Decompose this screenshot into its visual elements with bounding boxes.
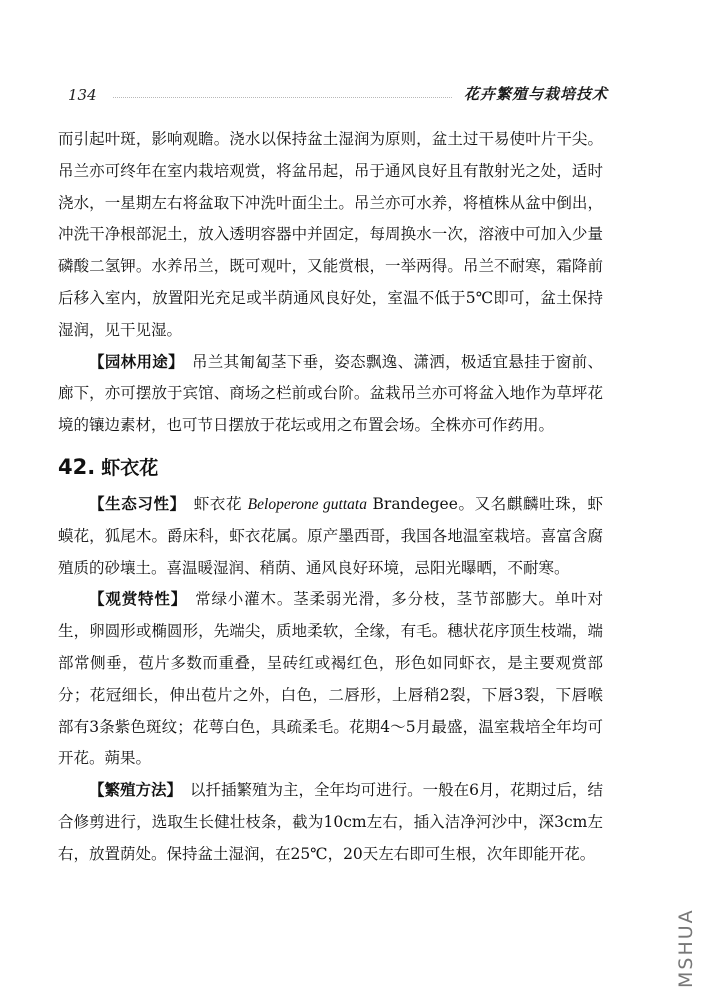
ecology-text-a: 虾衣花: [193, 494, 243, 513]
page-number: 134: [68, 86, 97, 104]
watermark: MSHUA: [675, 908, 697, 988]
propagation-label: 【繁殖方法】: [89, 781, 183, 800]
header-rule: [113, 96, 452, 98]
ornamental-text: 常绿小灌木。茎柔弱光滑，多分枝，茎节部膨大。单叶对生，卵圆形或椭圆形，先端尖，质地柔软，全缘，有毛。穗状花序顶生枝端，端部常侧垂，苞片多数而重叠，呈砖红或褐红色，形色如同虾衣，是主要观赏部分；花冠细长，伸出苞片之外，白色，二唇形，上唇稍2裂，下唇3裂，下唇喉部有3条紫色斑纹；花萼白色，具疏柔毛。花期4～5月最盛，温室栽培全年均可开花。蒴果。: [58, 590, 603, 768]
paragraph-ecology: [58, 489, 603, 584]
paragraph-care: 而引起叶斑，影响观瞻。浇水以保持盆土湿润为原则，盆土过干易使叶片干尖。吊兰亦可终年在室内栽培观赏，将盆吊起，吊于通风良好且有散射光之处，适时浇水，一星期左右将盆取下冲洗叶面尘土。吊兰亦可水养，将植株从盆中倒出，冲洗干净根部泥土，放入透明容器中并固定，每周换水一次，溶液中可加入少量磷酸二氢钾。水养吊兰，既可观叶，又能赏根，一举两得。吊兰不耐寒，霜降前后移入室内，放置阳光充足或半荫通风良好处，室温不低于5℃即可，盆土保持湿润，见干见湿。: [58, 130, 603, 339]
latin-name: Beloperone guttata: [247, 495, 367, 513]
ecology-label: 【生态习性】: [89, 494, 186, 513]
page-header: [68, 80, 608, 104]
running-title: 花卉繁殖与栽培技术: [463, 85, 608, 103]
ecology-text-b: Brandegee。又名麒麟吐珠，虾蟆花，狐尾木。爵床科，虾衣花属。原产墨西哥，我国各地温室栽培。喜富含腐殖质的砂壤土。喜温暖湿润、稍荫、通风良好环境，忌阳光曝晒，不耐寒。: [58, 494, 603, 577]
body-text: [58, 124, 603, 871]
propagation-text: 以扦插繁殖为主，全年均可进行。一般在6月，花期过后，结合修剪进行，选取生长健壮枝条，截为10cm左右，插入洁净河沙中，深3cm左右，放置荫处。保持盆土湿润，在25℃，20天左右即可生根，次年即能开花。: [58, 781, 603, 863]
section-number: 42.: [58, 454, 96, 479]
paragraph-garden-use: [58, 347, 603, 442]
garden-use-text: 吊兰其匍匐茎下垂，姿态飘逸、潇洒，极适宜悬挂于窗前、廊下，亦可摆放于宾馆、商场之栏前或台阶。盆栽吊兰亦可将盆入地作为草坪花境的镶边素材，也可节日摆放于花坛或用之布置会场。全株亦可作药用。: [58, 352, 603, 435]
section-title: 虾衣花: [101, 456, 159, 479]
paragraph-propagation: [58, 775, 603, 870]
ornamental-label: 【观赏特性】: [89, 590, 188, 609]
garden-use-label: 【园林用途】: [89, 352, 184, 371]
paragraph-ornamental: [58, 584, 603, 775]
section-heading: [58, 450, 603, 485]
